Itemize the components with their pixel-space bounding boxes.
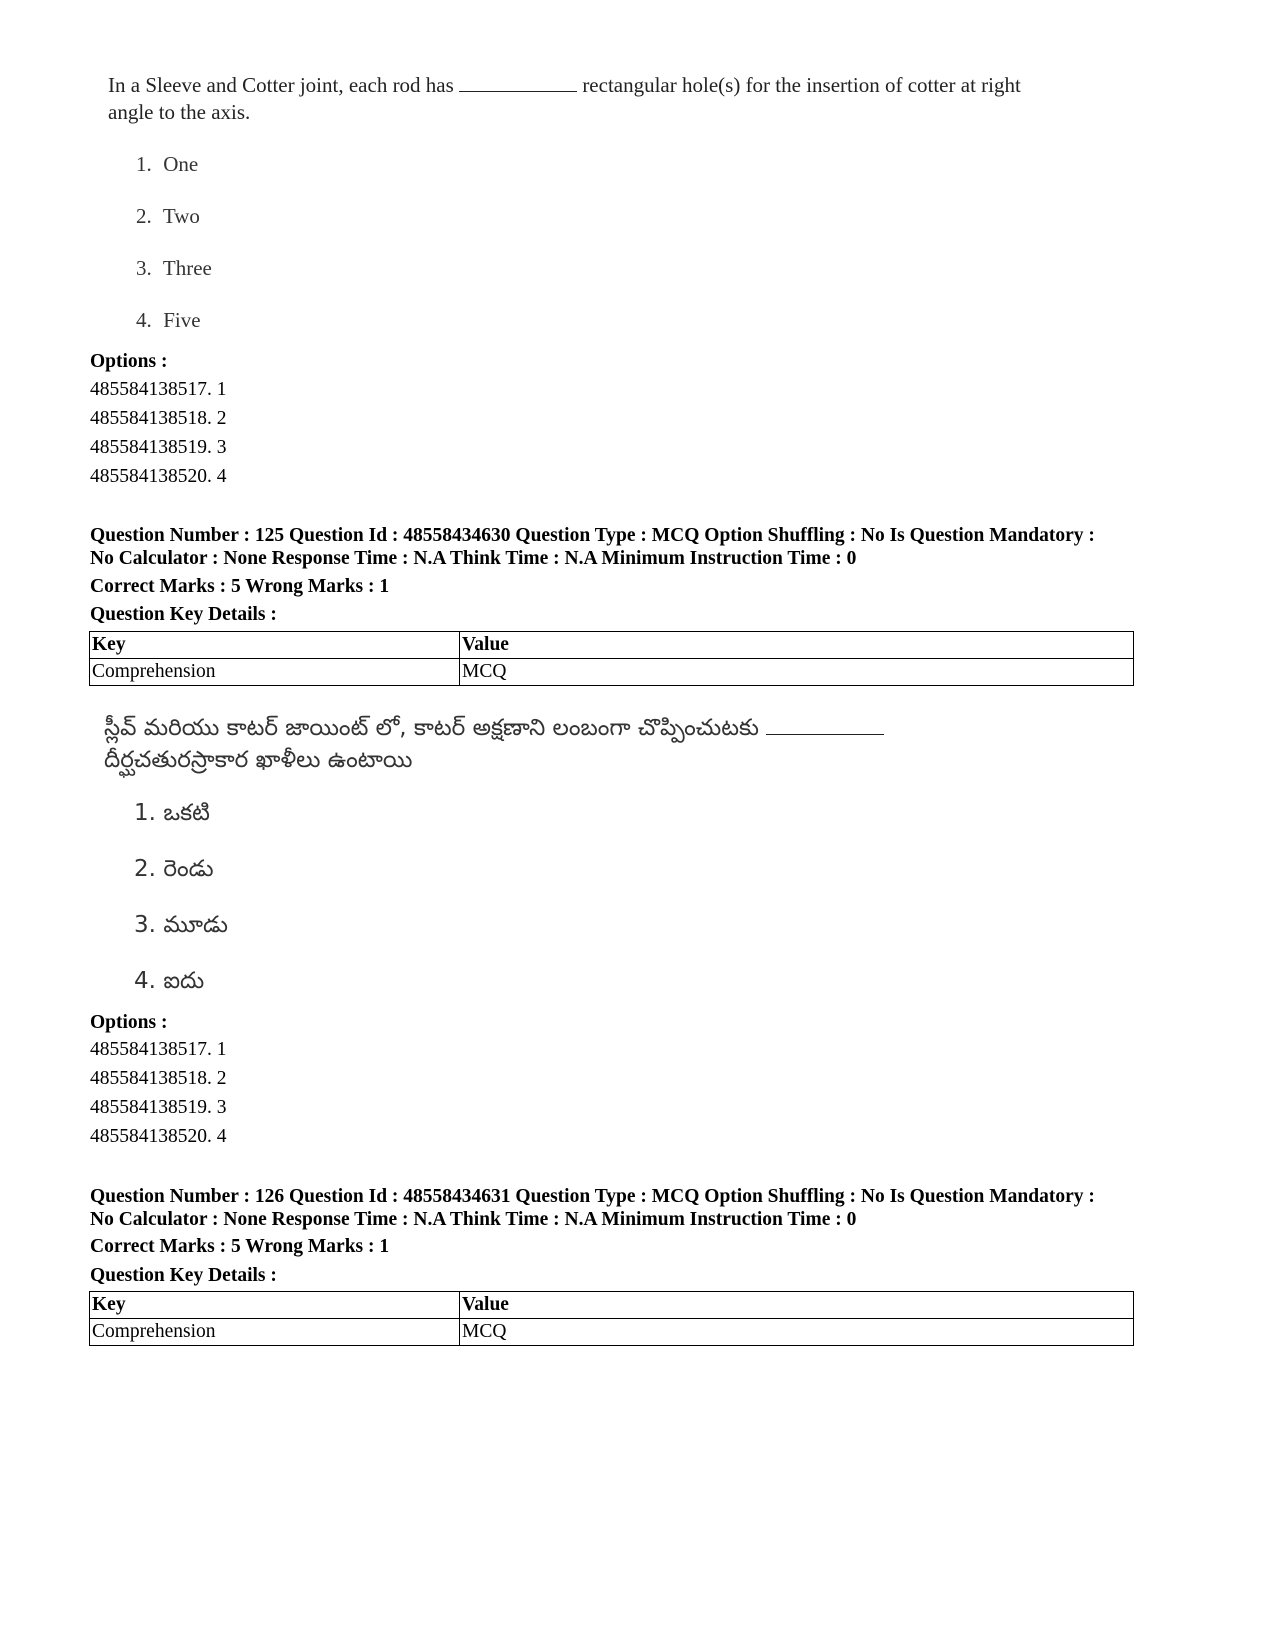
choice-item: 1. One (136, 152, 199, 176)
table-header-value: Value (460, 1292, 1134, 1319)
marks-line: Correct Marks : 5 Wrong Marks : 1 (90, 1236, 390, 1257)
option-item: 485584138518. 2 (90, 1068, 227, 1089)
question-text-english (108, 72, 1108, 126)
table-cell: MCQ (460, 1319, 1134, 1346)
choice-item: 1. ఒకటి (134, 800, 210, 826)
choice-item: 2. Two (136, 204, 200, 228)
choice-item: 4. Five (136, 308, 201, 332)
option-item: 485584138517. 1 (90, 379, 227, 400)
options-label: Options : (90, 351, 168, 372)
table-header-key: Key (90, 632, 460, 659)
table-row (90, 1319, 1134, 1346)
option-item: 485584138520. 4 (90, 1126, 227, 1147)
key-details-table (89, 1291, 1134, 1346)
table-cell: MCQ (460, 659, 1134, 686)
table-header-value: Value (460, 632, 1134, 659)
choice-item: 3. Three (136, 256, 212, 280)
options-list (90, 375, 227, 491)
question-text-telugu (104, 712, 1104, 776)
telugu-line-2: దీర్ఘచతురస్రాకార ఖాళీలు ఉంటాయి (104, 747, 413, 773)
choice-item: 3. మూడు (134, 912, 228, 938)
key-details-table (89, 631, 1134, 686)
option-item: 485584138519. 3 (90, 437, 227, 458)
choice-item: 4. ఐదు (134, 968, 205, 994)
table-header-key: Key (90, 1292, 460, 1319)
option-item: 485584138519. 3 (90, 1097, 227, 1118)
telugu-line-1: స్లీవ్ మరియు కాటర్ జాయింట్ లో, కాటర్ అక్షణాని లంబంగా చొప్పించుటకు (104, 712, 1104, 744)
options-label: Options : (90, 1012, 168, 1033)
question-line-2: angle to the axis. (108, 100, 251, 124)
option-item: 485584138520. 4 (90, 466, 227, 487)
key-details-label: Question Key Details : (90, 604, 277, 625)
table-row (90, 1292, 1134, 1319)
choice-item: 2. రెండు (134, 856, 214, 882)
table-cell: Comprehension (90, 659, 460, 686)
question-line-1: In a Sleeve and Cotter joint, each rod has rectangular hole(s) for the insertion of cotter at right (108, 73, 1021, 97)
option-item: 485584138518. 2 (90, 408, 227, 429)
key-details-label: Question Key Details : (90, 1265, 277, 1286)
table-row (90, 659, 1134, 686)
answer-blank (766, 716, 884, 735)
question-meta: Question Number : 125 Question Id : 48558434630 Question Type : MCQ Option Shuffling : No Is Question Mandatory : No Calculator : None Response Time : N.A Think Time : N.A Minimum Instruction Time : 0 (90, 525, 1095, 569)
option-item: 485584138517. 1 (90, 1039, 227, 1060)
options-list (90, 1035, 227, 1151)
answer-blank (459, 73, 577, 92)
question-meta: Question Number : 126 Question Id : 48558434631 Question Type : MCQ Option Shuffling : No Is Question Mandatory : No Calculator : None Response Time : N.A Think Time : N.A Minimum Instruction Time : 0 (90, 1186, 1095, 1230)
table-cell: Comprehension (90, 1319, 460, 1346)
marks-line: Correct Marks : 5 Wrong Marks : 1 (90, 576, 390, 597)
table-row (90, 632, 1134, 659)
